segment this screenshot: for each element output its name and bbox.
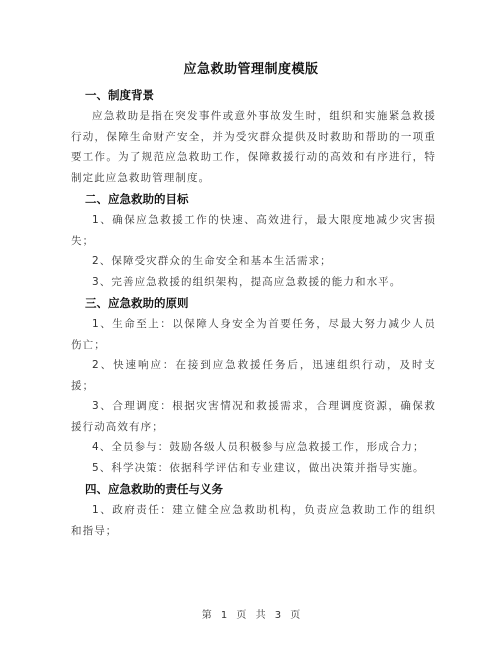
paragraph: 1、生命至上：以保障人身安全为首要任务，尽最大努力减少人员伤亡； xyxy=(71,318,436,351)
paragraph: 3、合理调度：根据灾害情况和救援需求，合理调度资源，确保救援行动高效有序； xyxy=(71,400,436,433)
section-heading: 四、应急救助的责任与义务 xyxy=(85,482,223,496)
page-footer: 第 1 页 共 3 页 xyxy=(201,610,301,621)
section-heading: 二、应急救助的目标 xyxy=(85,192,189,206)
document-title: 应急救助管理制度模版 xyxy=(183,62,319,77)
paragraph: 1、确保应急救援工作的快速、高效进行，最大限度地减少灾害损失； xyxy=(71,214,436,247)
paragraph: 2、保障受灾群众的生命安全和基本生活需求； xyxy=(92,255,332,267)
section-heading: 三、应急救助的原则 xyxy=(85,296,189,310)
section-heading: 一、制度背景 xyxy=(85,88,154,102)
paragraph: 应急救助是指在突发事件或意外事故发生时，组织和实施紧急救援行动，保障生命财产安全，并为受灾群众提供及时救助和帮助的一项重要工作。为了规范应急救助工作，保障救援行动的高效和有序进行，特制定此应急救助管理制度。 xyxy=(71,110,436,184)
paragraph: 4、全员参与：鼓励各级人员积极参与应急救援工作，形成合力； xyxy=(92,441,425,453)
paragraph: 3、完善应急救援的组织架构，提高应急救援的能力和水平。 xyxy=(92,275,402,288)
document-body xyxy=(71,84,436,541)
paragraph: 2、快速响应：在接到应急救援任务后，迅速组织行动，及时支援； xyxy=(71,359,436,392)
paragraph: 1、政府责任：建立健全应急救助机构，负责应急救助工作的组织和指导； xyxy=(71,504,436,537)
paragraph: 5、科学决策：依据科学评估和专业建议，做出决策并指导实施。 xyxy=(92,461,425,474)
